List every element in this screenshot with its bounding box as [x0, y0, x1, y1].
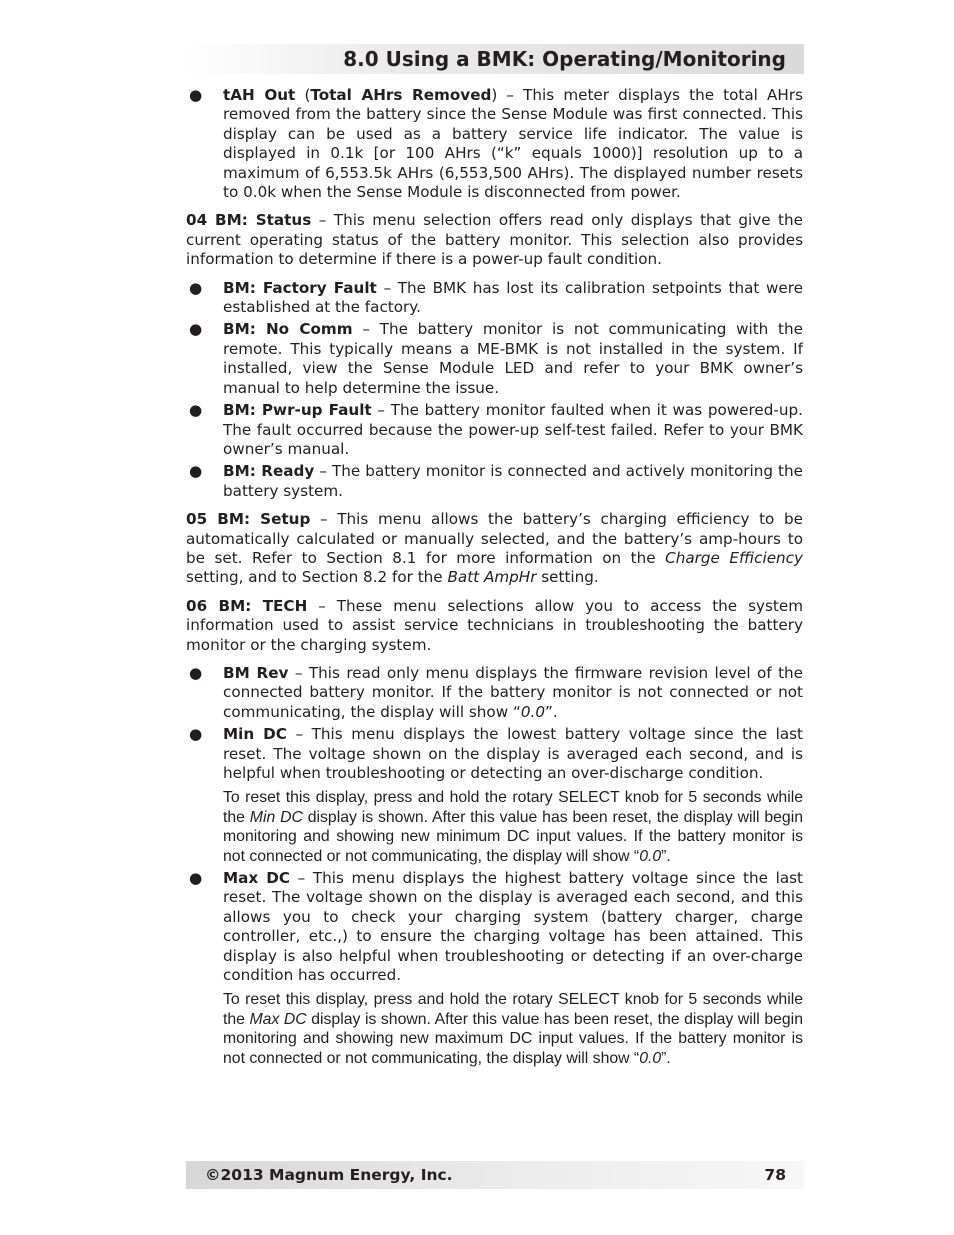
page-header [186, 44, 804, 74]
list-item-pwr-up-fault: ● BM: Pwr-up Fault – The battery monitor faulted when it was powered-up. The fault occurred because the power-up self-test failed. Refer to your BMK owner’s manual. [189, 401, 803, 458]
term-total-ahrs-removed: Total AHrs Removed [310, 86, 492, 104]
bullet-icon: ● [189, 86, 203, 104]
bullet-icon: ● [189, 320, 203, 339]
list-item-min-dc: ● Min DC – This menu displays the lowest battery voltage since the last reset. The voltage shown on the display is averaged each second, and is helpful when troubleshooting or detecting an over-discharge condition. To reset this display, press and hold the rotary SELECT knob for 5 seconds while the Min DC display is shown. After this value has been reset, the display will begin monitoring and showing new minimum DC input values. If the battery monitor is not connected or not communicating, the display will show “0.0”. [189, 725, 804, 865]
copyright: ©2013 Magnum Energy, Inc. [205, 1166, 453, 1184]
tech-list [186, 664, 803, 1068]
list-item-bm-rev: ● BM Rev – This read only menu displays the firmware revision level of the connected battery monitor. If the battery monitor is not connected or not communicating, the display will show “0.0”. [189, 663, 803, 721]
list-item-ready: ● BM: Ready – The battery monitor is connected and actively monitoring the battery system. [189, 462, 803, 500]
list-item-max-dc: ● Max DC – This menu displays the highest battery voltage since the last reset. The voltage shown on the display is averaged each second, and this allows you to check your charging system (battery charger, charge controller, etc.,) to ensure the charging voltage has been attained. This display is also helpful when troubleshooting or detecting if an over-charge condition has occurred. To reset this display, press and hold the rotary SELECT knob for 5 seconds while the Max DC display is shown. After this value has been reset, the display will begin monitoring and showing new maximum DC input values. If the battery monitor is not connected or not communicating, the display will show “0.0”. [189, 869, 803, 1067]
bullet-icon: ● [189, 725, 203, 744]
bullet-icon: ● [189, 462, 203, 481]
bullet-icon: ● [189, 401, 203, 420]
setup-heading: 05 BM: Setup [186, 510, 311, 529]
min-dc-reset-note: To reset this display, press and hold the rotary SELECT knob for 5 seconds while the Min DC display is shown. After this value has been reset, the display will begin monitoring and showing new minimum DC input values. If the battery monitor is not connected or not communicating, the display will show “0.0”. [223, 789, 803, 865]
list-item-no-comm: ● BM: No Comm – The battery monitor is not communicating with the remote. This typically means a ME-BMK is not installed in the system. If installed, view the Sense Module LED and refer to your BMK owner’s manual to help determine the issue. [189, 320, 803, 397]
status-heading: 04 BM: Status [186, 211, 312, 230]
tah-description: ) – This meter displays the total AHrs removed from the battery since the Sense Module was first connected. This display can be used as a battery service life indicator. The value is displayed in 0.1k [or 100 AHrs (“k” equals 1000)] resolution up to a maximum of 6,553.5k AHrs (6,553,500 AHrs). The displayed number resets to 0.0k when the Sense Module is disconnected from power. [223, 86, 803, 202]
setup-paragraph: 05 BM: Setup – This menu allows the battery’s charging efficiency to be automatically calculated or manually selected, and the battery’s amp-hours to be set. Refer to Section 8.1 for more information on the Charge Efficiency setting, and to Section 8.2 for the Batt AmpHr setting. [186, 510, 804, 587]
list-item-tah-out: ● tAH Out (Total AHrs Removed) – This meter displays the total AHrs removed from the battery since the Sense Module was first connected. This display can be used as a battery service life indicator. The value is displayed in 0.1k [or 100 AHrs (“k” equals 1000)] resolution up to a maximum of 6,553.5k AHrs (6,553,500 AHrs). The displayed number resets to 0.0k when the Sense Module is disconnected from power. [189, 86, 803, 202]
bullet-icon: ● [189, 663, 203, 682]
bullet-icon: ● [189, 278, 203, 297]
page-content [186, 86, 803, 1077]
bullet-icon: ● [189, 869, 203, 888]
page-number: 78 [764, 1166, 786, 1184]
page-footer [186, 1161, 804, 1189]
tech-heading: 06 BM: TECH [186, 596, 308, 615]
term-tah-out: tAH Out [223, 86, 296, 104]
max-dc-reset-note: To reset this display, press and hold the rotary SELECT knob for 5 seconds while the Max DC display is shown. After this value has been reset, the display will begin monitoring and showing new maximum DC input values. If the battery monitor is not connected or not communicating, the display will show “0.0”. [223, 991, 803, 1067]
section-title: 8.0 Using a BMK: Operating/Monitoring [343, 47, 786, 71]
status-list [186, 279, 803, 501]
tah-list [186, 86, 803, 202]
tech-paragraph: 06 BM: TECH – These menu selections allow you to access the system information used to assist service technicians in troubleshooting the battery monitor or the charging system. [186, 596, 803, 654]
list-item-factory-fault: ● BM: Factory Fault – The BMK has lost its calibration setpoints that were established at the factory. [189, 278, 803, 317]
status-paragraph: 04 BM: Status – This menu selection offers read only displays that give the current operating status of the battery monitor. This selection also provides information to determine if there is a power-up fault condition. [186, 211, 803, 269]
